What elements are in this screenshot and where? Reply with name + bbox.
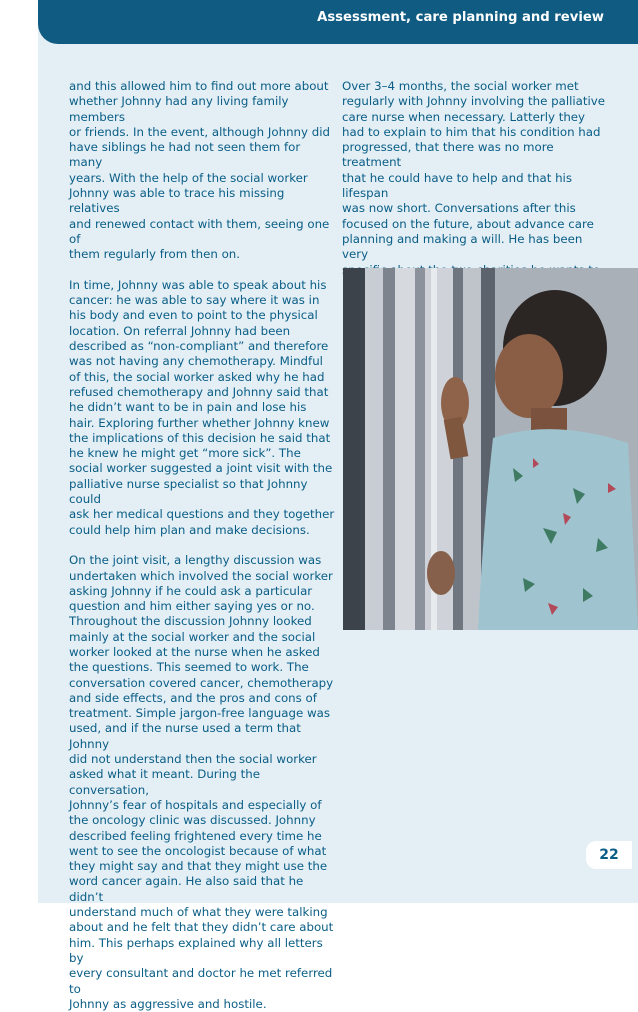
paragraph: On the joint visit, a lengthy discussion was undertaken which involved the social worker asking Johnny if he could ask a particular question and him either saying yes or no. Throughout the discussion Johnny looked mainly at the social worker and the social worker looked at the nurse when he asked the questions. This seemed to work. The conversation covered cancer, chemotherapy and side effects, and the pros and cons of treatment. Simple jargon-free language was used, and if the nurse used a term that Johnny did not understand then the social worker asked what it meant. During the conversation, Johnny’s fear of hospitals and especially of the oncology clinic was discussed. Johnny described feeling frightened every time he went to see the oncologist because of what they might say and that they might use the word cancer again. He also said that he didn’t understand much of what they were talking about and he felt that they didn’t care about him. This perhaps explained why all letters by every consultant and doctor he met referred to Johnny as aggressive and hostile.: [69, 553, 334, 1011]
page-number: 22: [586, 841, 632, 869]
paragraph: and this allowed him to find out more about whether Johnny had any living family members or friends. In the event, although Johnny did have siblings he had not seen them for many years. With the help of the social worker Johnny was able to trace his missing relatives and renewed contact with them, seeing one of them regularly from then on.: [69, 79, 331, 262]
header-bar: [38, 0, 638, 44]
right-text-column: [342, 79, 606, 293]
left-text-column: [69, 79, 337, 1012]
paragraph: Over 3–4 months, the social worker met regularly with Johnny involving the palliative care nurse when necessary. Latterly they had to explain to him that his condition had progressed, that there was no more treatment that he could have to help and that his lifespan was now short. Conversations after this focused on the future, about advance care planning and making a will. He has been very: [342, 79, 606, 262]
section-title: Assessment, care planning and review: [317, 10, 604, 25]
paragraph: In time, Johnny was able to speak about his cancer: he was able to say where it was in his body and even to point to the physical location. On referral Johnny had been described as “non-compliant” and therefore was not having any chemotherapy. Mindful of this, the social worker asked why he had refused chemotherapy and Johnny said that he didn’t want to be in pain and lose his hair. Exploring further whether Johnny knew the implications of this decision he said that he knew he might get “more sick”. The social worker suggested a joint visit with the palliative nurse specialist so that Johnny could ask her medical questions and they together could help him plan and make decisions.: [69, 277, 335, 537]
photo-woman-at-window: [343, 268, 638, 630]
